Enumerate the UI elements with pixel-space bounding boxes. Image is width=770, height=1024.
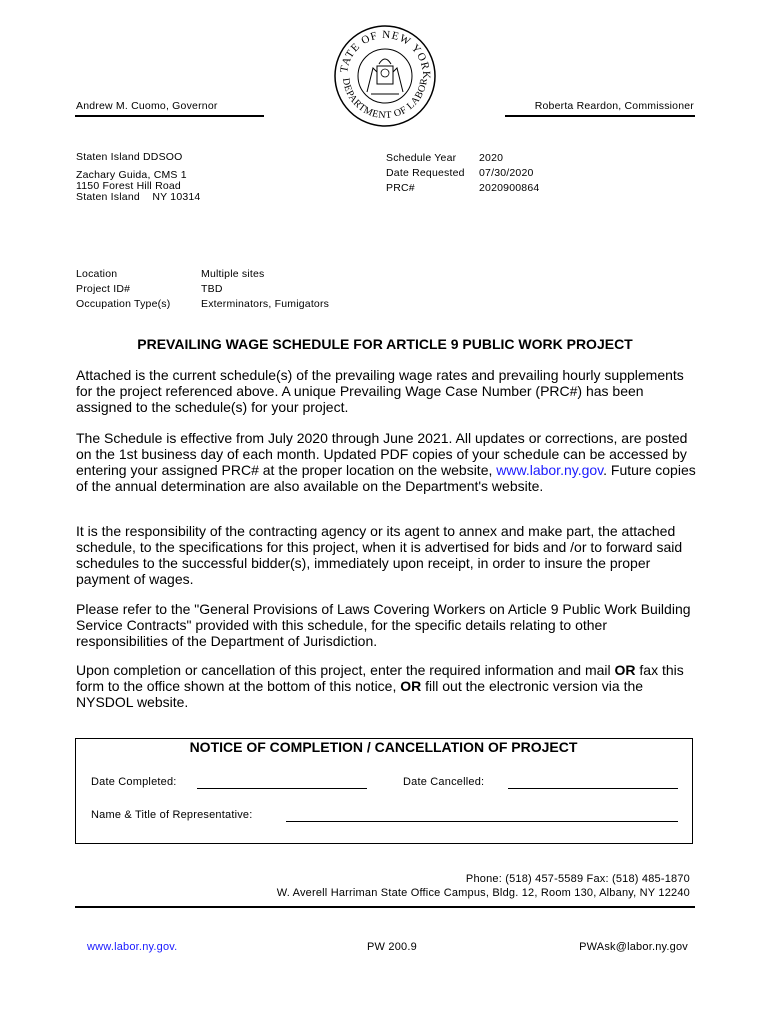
project-id-label: Project ID# (76, 283, 131, 295)
contact-block (277, 872, 690, 900)
governor-name: Andrew M. Cuomo, Governor (76, 100, 218, 112)
page-title: PREVAILING WAGE SCHEDULE FOR ARTICLE 9 PUBLIC WORK PROJECT (137, 336, 633, 352)
or-emphasis-1: OR (614, 662, 636, 678)
paragraph-5-text-a: Upon completion or cancellation of this project, enter the required information and mail (76, 662, 615, 678)
commissioner-underline (505, 115, 695, 117)
schedule-year-value: 2020 (479, 152, 504, 164)
department-of-labor-seal (333, 24, 437, 128)
addressee-name: Zachary Guida, CMS 1 (76, 169, 187, 181)
prc-label: PRC# (386, 182, 415, 194)
paragraph-3: It is the responsibility of the contracting agency or its agent to annex and make part, the attached schedule, to the specifications for this project, when it is advertised for bids and /or to forward said schedules to the successful bidder(s), immediately upon receipt, in order to insure the proper payment of wages. (76, 523, 683, 587)
location-label: Location (76, 268, 118, 280)
occupation-label: Occupation Type(s) (76, 298, 171, 310)
contact-phone: Phone: (518) 457-5589 Fax: (518) 485-1870 (465, 873, 690, 885)
or-emphasis-2: OR (400, 678, 422, 694)
date-requested-label: Date Requested (386, 167, 465, 179)
svg-text:STATE OF NEW YORK (333, 24, 432, 80)
occupation-value: Exterminators, Fumigators (201, 298, 330, 310)
notice-title: NOTICE OF COMPLETION / CANCELLATION OF PROJECT (189, 739, 578, 755)
seal-text-bottom: DEPARTMENT OF LABOR (339, 77, 431, 122)
project-values (201, 267, 329, 312)
representative-label: Name & Title of Representative: (91, 809, 253, 821)
paragraph-4: Please refer to the "General Provisions of Laws Covering Workers on Article 9 Public Work Building Service Contracts" provided with this schedule, for the specific details relating to other responsibilities of the Department of Jurisdiction. (76, 601, 691, 649)
addressee-block (76, 170, 200, 203)
paragraph-2 (76, 430, 696, 494)
footer-divider (75, 906, 695, 908)
date-requested-value: 07/30/2020 (479, 167, 534, 179)
seal-text-top: TATE OF NEW YORK (338, 28, 433, 81)
addressee-city: Staten Island NY 10314 (76, 191, 201, 203)
notice-box (75, 738, 693, 844)
date-cancelled-label: Date Cancelled: (403, 776, 485, 788)
date-cancelled-field[interactable] (508, 788, 678, 789)
prc-value: 2020900864 (479, 182, 540, 194)
date-completed-label: Date Completed: (91, 776, 177, 788)
website-link[interactable]: www.labor.ny.gov (496, 462, 604, 478)
paragraph-5-text-c: fill out the electronic version via the NYSDOL website. (76, 678, 644, 710)
commissioner-name: Roberta Reardon, Commissioner (534, 100, 694, 112)
paragraph-1: Attached is the current schedule(s) of the prevailing wage rates and prevailing hourly supplements for the project referenced above. A unique Prevailing Wage Case Number (PRC#) has been assigned to the schedule(s) for your project. (76, 367, 684, 415)
footer-website-link[interactable]: www.labor.ny.gov. (87, 941, 178, 953)
location-value: Multiple sites (201, 268, 265, 280)
form-number: PW 200.9 (367, 941, 417, 953)
schedule-year-label: Schedule Year (386, 152, 457, 164)
project-labels (76, 267, 170, 312)
paragraph-5-text-b: fax this form to the office shown at the bottom of this notice, (76, 662, 684, 694)
schedule-labels (386, 151, 465, 196)
paragraph-5 (76, 662, 696, 710)
addressee-street: 1150 Forest Hill Road (76, 180, 181, 192)
contact-address: W. Averell Harriman State Office Campus, Bldg. 12, Room 130, Albany, NY 12240 (276, 887, 690, 899)
addressee-office: Staten Island DDSOO (76, 151, 183, 163)
schedule-values (479, 151, 539, 196)
footer-email[interactable]: PWAsk@labor.ny.gov (579, 941, 688, 953)
governor-underline (75, 115, 264, 117)
paragraph-2-text-end: . Future copies of the annual determination are also available on the Department's website. (76, 462, 696, 494)
date-completed-field[interactable] (197, 788, 367, 789)
project-id-value: TBD (201, 283, 223, 295)
representative-field[interactable] (286, 821, 678, 822)
paragraph-2-text: The Schedule is effective from July 2020 through June 2021. All updates or corrections, are posted on the 1st business day of each month. Updated PDF copies of your schedule can be accessed by entering your assigned PRC# at the proper location on the website, (76, 430, 688, 478)
